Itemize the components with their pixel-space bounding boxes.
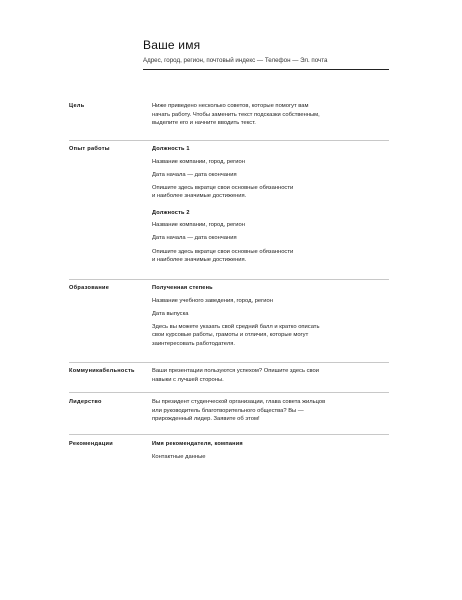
job2-desc-2[interactable]: и наиболее значимые достижения. — [152, 257, 247, 264]
goal-line-2[interactable]: начать работу. Чтобы заменить текст подсказки собственным, — [152, 111, 320, 118]
section-body-education — [152, 284, 388, 348]
section-divider — [69, 362, 389, 363]
education-desc-2[interactable]: свои курсовые работы, грамоты и отличия, которые могут — [152, 332, 309, 339]
job1-desc-2[interactable]: и наиболее значимые достижения. — [152, 193, 247, 200]
communication-line-1[interactable]: Ваши презентации пользуются успехом? Опишите здесь свои — [152, 368, 319, 374]
resume-header — [143, 38, 389, 70]
job1-title[interactable]: Должность 1 — [152, 146, 190, 152]
contact-line[interactable]: Адрес, город, регион, почтовый индекс — Телефон — Эл. почта — [143, 57, 328, 64]
graduation-date[interactable]: Дата выпуска — [152, 310, 189, 317]
section-divider — [69, 434, 389, 435]
header-rule — [143, 69, 389, 70]
communication-line-2[interactable]: навыки с лучшей стороны. — [152, 376, 224, 383]
leadership-line-2[interactable]: или руководитель благотворительного общества? Вы — — [152, 407, 304, 414]
education-desc-1[interactable]: Здесь вы можете указать свой средний балл и кратко описать — [152, 323, 320, 330]
job1-company[interactable]: Название компании, город, регион — [152, 158, 245, 165]
section-label-experience: Опыт работы — [69, 146, 110, 152]
school-name[interactable]: Название учебного заведения, город, регион — [152, 297, 273, 304]
job2-title[interactable]: Должность 2 — [152, 209, 190, 216]
goal-line-3[interactable]: выделите его и начните вводить текст. — [152, 120, 256, 126]
section-divider — [69, 392, 389, 393]
reference-contact[interactable]: Контактные данные — [152, 453, 206, 460]
degree-title[interactable]: Полученная степень — [152, 285, 213, 291]
your-name[interactable]: Ваше имя — [143, 38, 201, 52]
job2-desc-1[interactable]: Опишите здесь вкратце свои основные обязанности — [152, 248, 294, 255]
leadership-line-3[interactable]: прирожденный лидер. Заявите об этом! — [152, 416, 260, 422]
leadership-line-1[interactable]: Вы президент студенческой организации, глава совета жильцов — [152, 399, 326, 405]
job1-dates[interactable]: Дата начала — дата окончания — [152, 171, 237, 178]
section-body-experience — [152, 145, 388, 265]
job2-dates[interactable]: Дата начала — дата окончания — [152, 235, 237, 242]
section-divider — [69, 140, 389, 141]
section-label-communication: Коммуникабельность — [69, 368, 135, 374]
section-label-references: Рекомендации — [69, 441, 113, 447]
section-label-leadership: Лидерство — [69, 399, 102, 405]
education-desc-3[interactable]: заинтересовать работодателя. — [152, 340, 235, 347]
reference-name[interactable]: Имя рекомендателя, компания — [152, 441, 243, 447]
section-label-goal: Цель — [69, 103, 85, 109]
section-body-goal — [152, 102, 388, 128]
job1-desc-1[interactable]: Опишите здесь вкратце свои основные обязанности — [152, 184, 294, 191]
section-divider — [69, 279, 389, 280]
goal-line-1[interactable]: Ниже приведено несколько советов, которые помогут вам — [152, 103, 309, 109]
section-body-leadership — [152, 398, 388, 424]
job2-company[interactable]: Название компании, город, регион — [152, 222, 245, 229]
section-body-communication — [152, 367, 388, 384]
section-body-references — [152, 440, 388, 461]
section-label-education: Образование — [69, 285, 110, 291]
